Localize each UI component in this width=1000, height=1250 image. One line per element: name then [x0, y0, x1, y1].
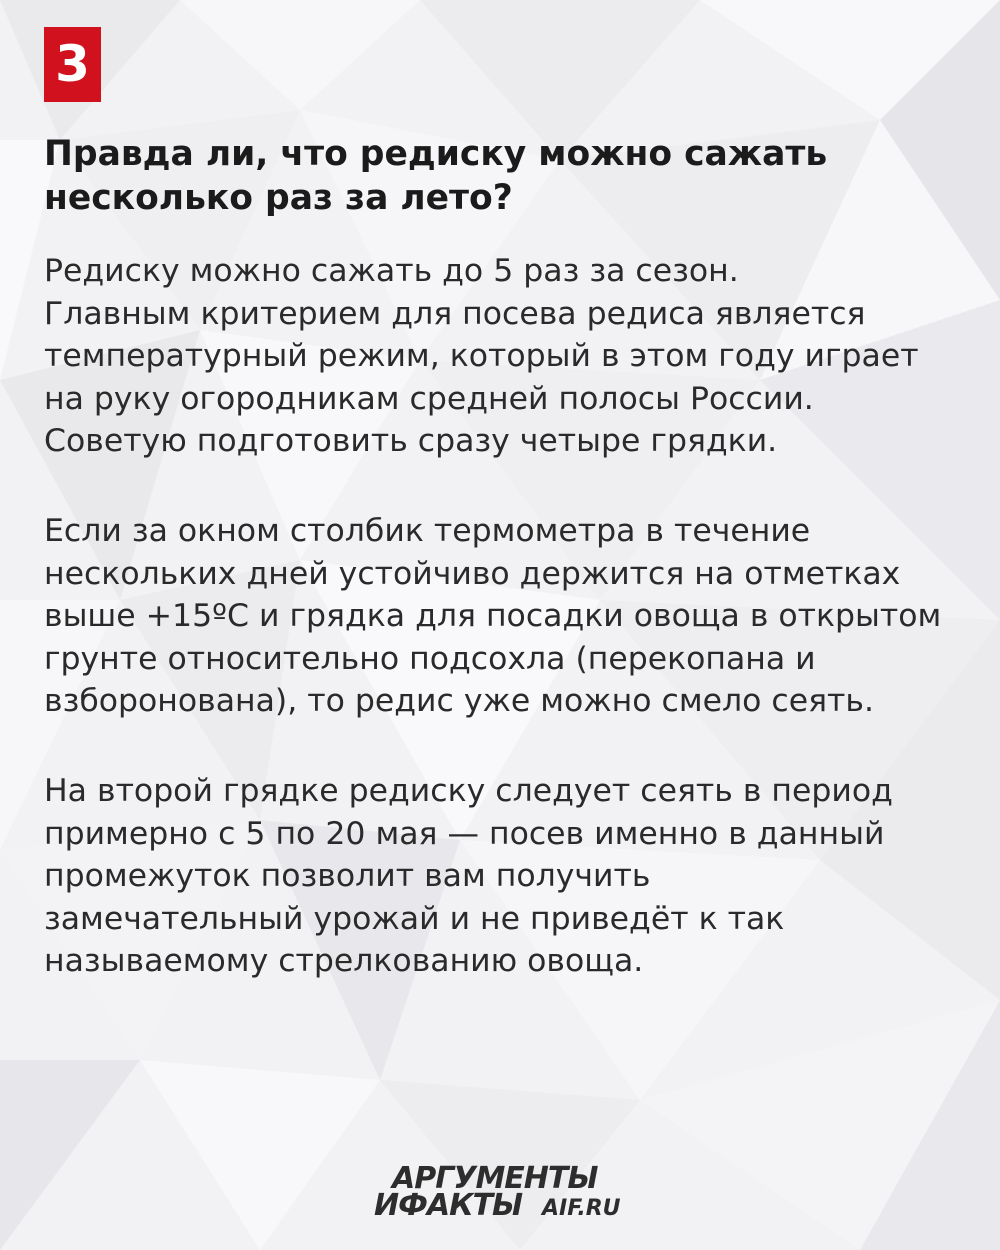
paragraph-line: промежуток позволит вам получить — [44, 858, 651, 894]
paragraph-line: называемому стрелкованию овоща. — [44, 943, 644, 979]
paragraph-line: взборонована), то редис уже можно смело сеять. — [44, 683, 874, 719]
paragraph-line: грунте относительно подсохла (перекопана и — [44, 640, 816, 677]
title-line: Правда ли, что редиску можно сажать — [44, 134, 828, 174]
paragraph-line: нескольких дней устойчиво держится на отметках — [44, 555, 901, 592]
paragraph-line: замечательный урожай и не приведёт к так — [44, 900, 785, 937]
page-title — [44, 132, 944, 220]
paragraph-1 — [44, 250, 974, 463]
aif-logo — [374, 1163, 634, 1225]
slide-number-badge: 3 — [44, 27, 101, 102]
logo-text-line2: ИФАКТЫ — [374, 1188, 523, 1223]
paragraph-3 — [44, 770, 974, 983]
paragraph-line: температурный режим, который в этом году играет — [44, 338, 919, 374]
title-line: несколько раз за лето? — [44, 178, 513, 218]
paragraph-line: выше +15ºС и грядка для посадки овоща в открытом — [44, 598, 942, 634]
logo-text-line1: АРГУМЕНТЫ — [392, 1161, 598, 1196]
paragraph-line: На второй грядке редиску следует сеять в период — [44, 773, 893, 809]
paragraph-line: Редиску можно сажать до 5 раз за сезон. — [44, 253, 739, 289]
paragraph-line: Главным критерием для посева редиса является — [44, 295, 866, 332]
paragraph-line: примерно с 5 по 20 мая — посев именно в данный — [44, 815, 885, 852]
paragraph-line: Советую подготовить сразу четыре грядки. — [44, 423, 778, 459]
paragraph-line: на руку огородникам средней полосы России. — [44, 380, 814, 417]
paragraph-line: Если за окном столбик термометра в течение — [44, 513, 811, 549]
logo-site: AIF.RU — [542, 1196, 621, 1221]
paragraph-2 — [44, 510, 974, 723]
